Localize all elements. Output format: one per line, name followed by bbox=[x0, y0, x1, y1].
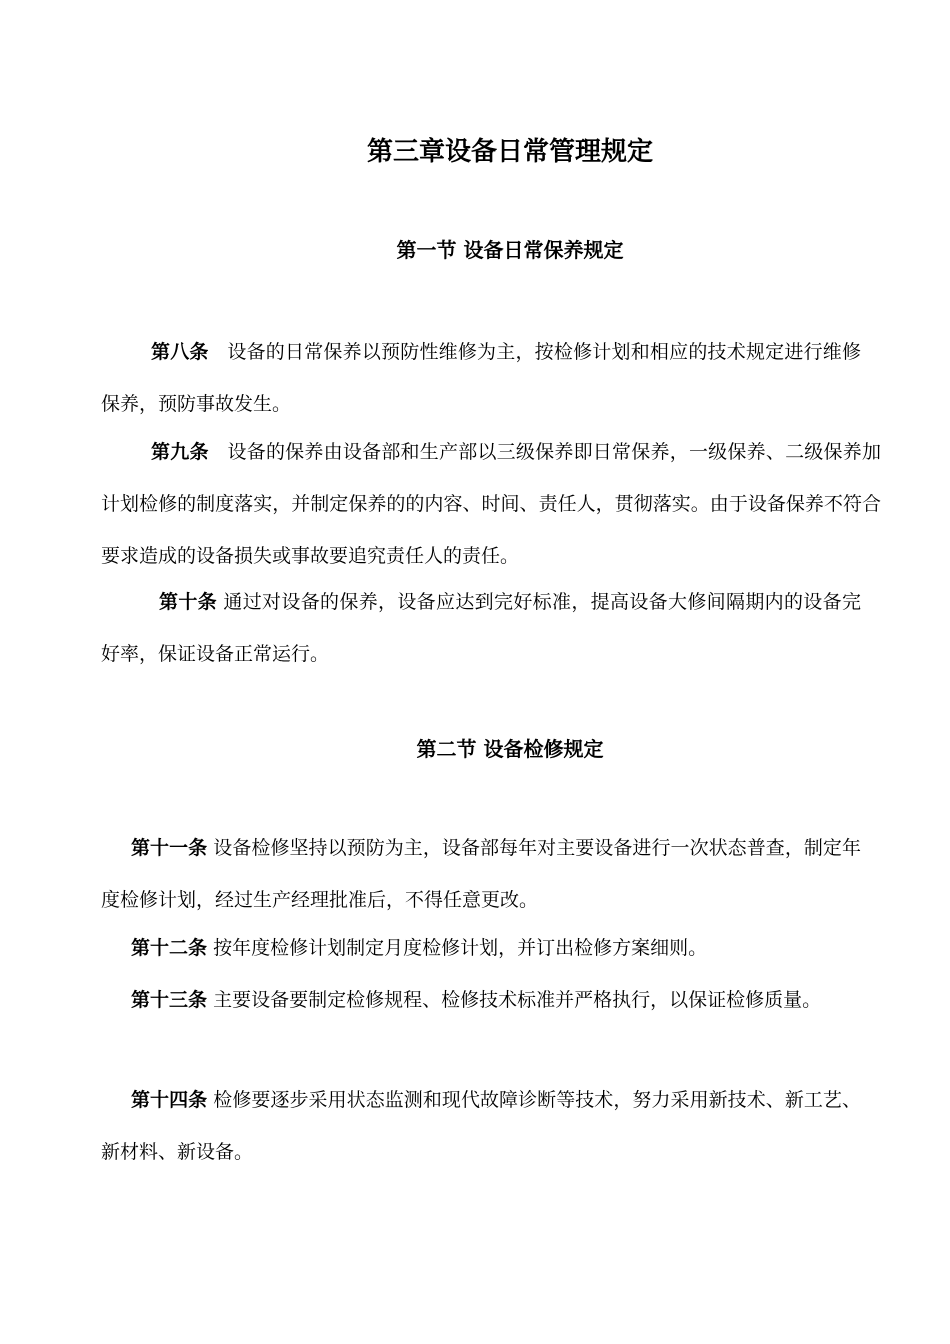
article-label: 第十二条 bbox=[131, 937, 208, 959]
article-label: 第九条 bbox=[151, 441, 209, 463]
article-13 bbox=[101, 974, 861, 1026]
article-8 bbox=[101, 326, 861, 430]
article-text: 主要设备要制定检修规程、检修技术标准并严格执行，以保证检修质量。 bbox=[213, 989, 822, 1011]
article-text: 设备的日常保养以预防性维修为主，按检修计划和相应的技术规定进行维修保养，预防事故发生。 bbox=[101, 341, 861, 415]
article-text: 检修要逐步采用状态监测和现代故障诊断等技术，努力采用新技术、新工艺、新材料、新设备。 bbox=[101, 1089, 861, 1163]
article-12 bbox=[101, 922, 861, 974]
article-11 bbox=[101, 822, 861, 926]
chapter-title: 第三章设备日常管理规定 bbox=[366, 137, 653, 167]
article-text: 按年度检修计划制定月度检修计划，并订出检修方案细则。 bbox=[213, 937, 708, 959]
article-text: 通过对设备的保养，设备应达到完好标准，提高设备大修间隔期内的设备完好率，保证设备正常运行。 bbox=[101, 591, 861, 665]
article-label: 第十三条 bbox=[131, 989, 208, 1011]
article-14 bbox=[101, 1074, 861, 1178]
article-10 bbox=[101, 576, 861, 680]
section-title-maintenance: 第一节 设备日常保养规定 bbox=[396, 238, 624, 262]
article-label: 第十条 bbox=[159, 591, 217, 613]
article-text: 设备检修坚持以预防为主，设备部每年对主要设备进行一次状态普查，制定年度检修计划，经过生产经理批准后，不得任意更改。 bbox=[101, 837, 861, 911]
article-label: 第八条 bbox=[151, 341, 209, 363]
article-label: 第十四条 bbox=[131, 1089, 208, 1111]
article-label: 第十一条 bbox=[131, 837, 208, 859]
article-text: 设备的保养由设备部和生产部以三级保养即日常保养，一级保养、二级保养加计划检修的制度落实，并制定保养的的内容、时间、责任人，贯彻落实。由于设备保养不符合要求造成的设备损失或事故要追究责任人的责任。 bbox=[101, 441, 881, 567]
article-9 bbox=[101, 426, 881, 582]
section-title-repair: 第二节 设备检修规定 bbox=[416, 737, 604, 761]
